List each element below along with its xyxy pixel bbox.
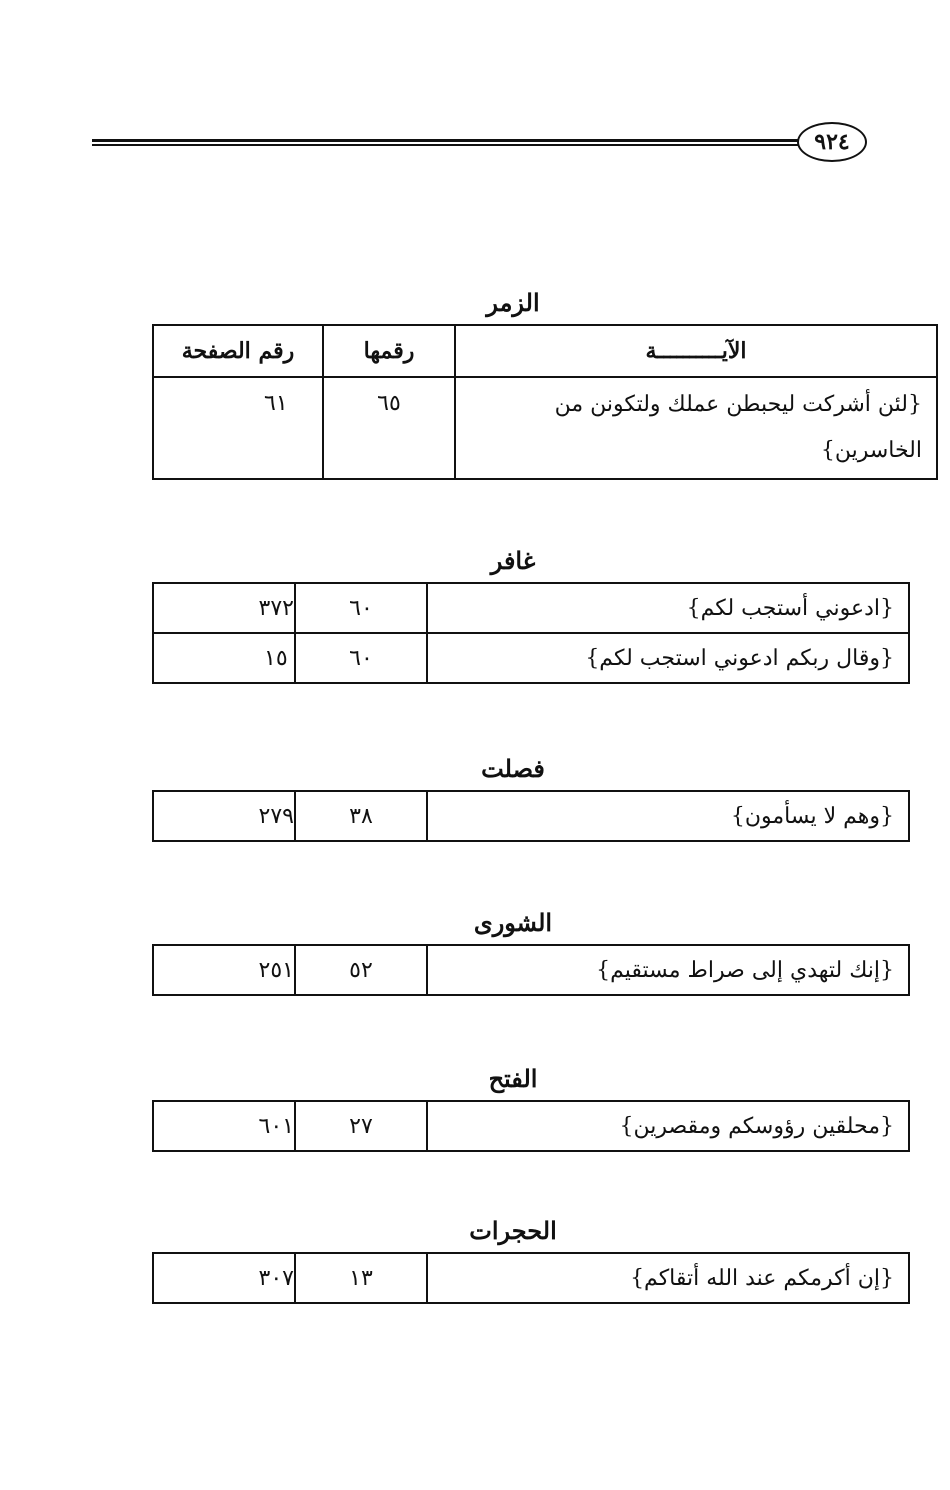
- ayah-cell: {لئن أشركت ليحبطن عملك ولتكونن من الخاسرين}: [455, 377, 937, 479]
- section-fussilat: [152, 752, 894, 842]
- ayah-number-cell: ٣٨: [295, 791, 427, 841]
- ayah-number-cell: ١٣: [295, 1253, 427, 1303]
- table-row: [153, 377, 937, 479]
- section-title: الفتح: [488, 1064, 538, 1093]
- ayah-table: [152, 790, 910, 842]
- section-title: غافر: [490, 546, 536, 575]
- table-row: [153, 791, 909, 841]
- column-header-ayah: الآيــــــــــة: [455, 325, 937, 377]
- section-title: الشورى: [473, 908, 553, 937]
- ayah-cell: {إن أكرمكم عند الله أتقاكم}: [427, 1253, 909, 1303]
- section-title: الزمر: [486, 288, 540, 317]
- column-header-number: رقمها: [323, 325, 455, 377]
- table-row: [153, 583, 909, 633]
- page-number-value: ٣٧٢: [258, 595, 294, 621]
- ayah-cell: {محلقين رؤوسكم ومقصرين}: [427, 1101, 909, 1151]
- page-number-cell: [153, 633, 295, 683]
- table-row: [153, 945, 909, 995]
- page-number-value: ٢٧٩: [258, 803, 294, 829]
- header-rule: [92, 139, 807, 148]
- ayah-number-cell: ٢٧: [295, 1101, 427, 1151]
- table-row: [153, 1101, 909, 1151]
- page-number-cell: [153, 377, 323, 479]
- section-zumar: [152, 286, 922, 480]
- section-fath: [152, 1062, 894, 1152]
- ayah-number-cell: ٦٥: [323, 377, 455, 479]
- ayah-cell: {وهم لا يسأمون}: [427, 791, 909, 841]
- page-number-value: ٢٥١: [258, 957, 294, 983]
- page-number-value: ٦٠١: [258, 1113, 294, 1139]
- section-title: فصلت: [481, 754, 545, 783]
- page-number-cell: [153, 945, 295, 995]
- page-number-cell: [153, 583, 295, 633]
- section-title: الحجرات: [469, 1216, 557, 1245]
- ayah-table: [152, 1100, 910, 1152]
- ayah-table: [152, 1252, 910, 1304]
- section-hujurat: [152, 1214, 894, 1304]
- page-number-value: ١٥: [264, 645, 288, 671]
- page-number-badge: [797, 122, 867, 162]
- page-number-cell: [153, 791, 295, 841]
- page-number-value: ٦١: [264, 391, 288, 416]
- table-row: [153, 1253, 909, 1303]
- section-ghafir: [152, 544, 894, 684]
- table-row: [153, 633, 909, 683]
- ayah-table: [152, 582, 910, 684]
- ayah-cell: {ادعوني أستجب لكم}: [427, 583, 909, 633]
- ayah-number-cell: ٦٠: [295, 583, 427, 633]
- page-number-cell: [153, 1253, 295, 1303]
- column-header-page: رقم الصفحة: [153, 325, 323, 377]
- page-number-value: ٣٠٧: [258, 1265, 294, 1291]
- page-number-cell: [153, 1101, 295, 1151]
- page-header: [92, 122, 867, 164]
- table-header-row: [153, 325, 937, 377]
- page-number: ٩٢٤: [814, 129, 850, 155]
- section-shura: [152, 906, 894, 996]
- ayah-number-cell: ٥٢: [295, 945, 427, 995]
- ayah-cell: {إنك لتهدي إلى صراط مستقيم}: [427, 945, 909, 995]
- ayah-number-cell: ٦٠: [295, 633, 427, 683]
- ayah-cell: {وقال ربكم ادعوني استجب لكم}: [427, 633, 909, 683]
- ayah-table: [152, 324, 938, 480]
- ayah-table: [152, 944, 910, 996]
